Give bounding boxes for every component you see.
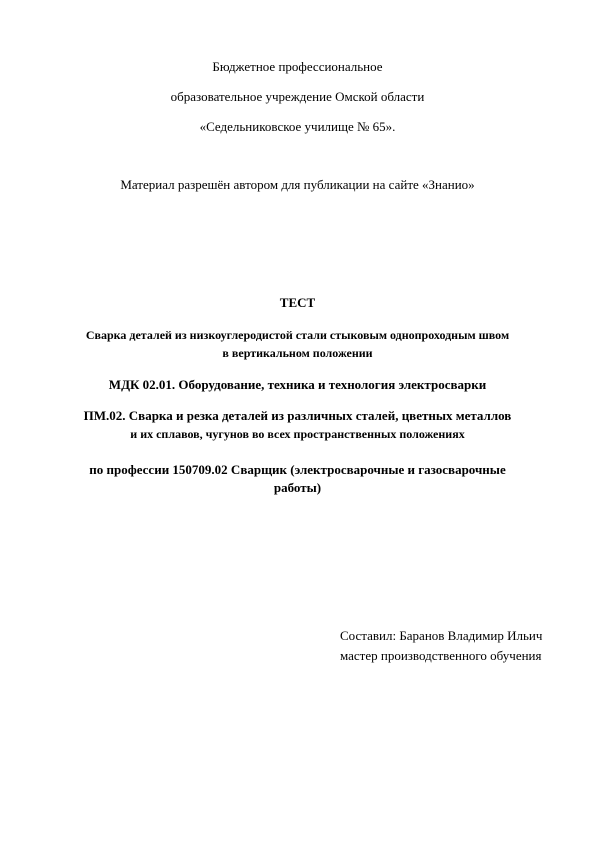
institution-line-3: «Седельниковское училище № 65».	[199, 119, 396, 134]
author-name: Составил: Баранов Владимир Ильич	[340, 628, 543, 643]
publication-notice: Материал разрешён автором для публикации на сайте «Знанио»	[120, 177, 475, 192]
topic-line-2: в вертикальном положении	[222, 346, 373, 360]
profession-line-1: по профессии 150709.02 Сварщик (электросварочные и газосварочные	[89, 462, 506, 477]
topic-line-1: Сварка деталей из низкоуглеродистой стали стыковым однопроходным швом	[85, 328, 510, 342]
profession-line-2: работы)	[273, 480, 322, 495]
institution-line-1: Бюджетное профессиональное	[212, 59, 383, 74]
document-title: ТЕСТ	[279, 295, 316, 310]
mdk-line: МДК 02.01. Оборудование, техника и технология электросварки	[108, 377, 487, 392]
institution-line-2: образовательное учреждение Омской области	[170, 89, 425, 104]
pm-line-2: и их сплавов, чугунов во всех пространственных положениях	[130, 427, 465, 441]
author-position: мастер производственного обучения	[340, 648, 542, 663]
pm-line-1: ПМ.02. Сварка и резка деталей из различных сталей, цветных металлов	[83, 408, 512, 423]
